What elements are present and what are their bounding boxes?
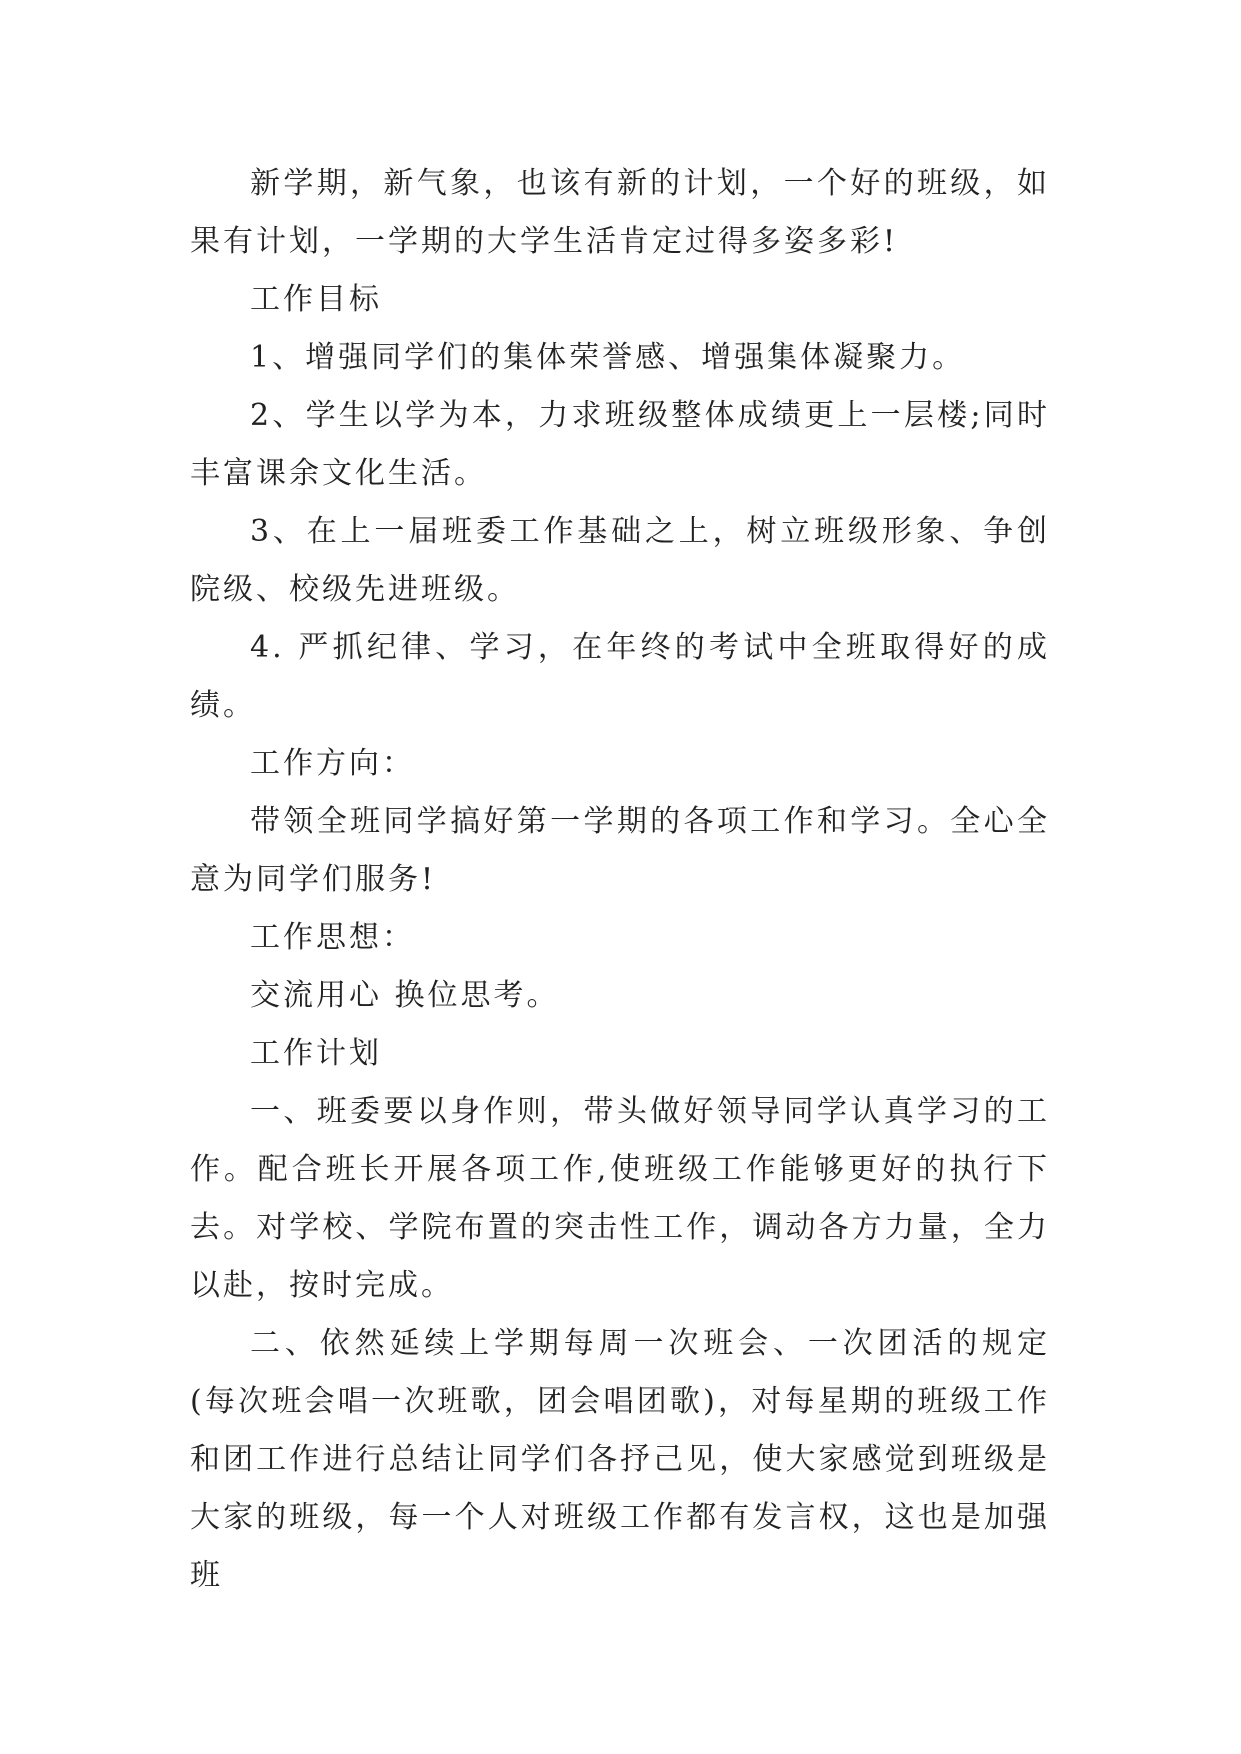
heading-work-plan: 工作计划 xyxy=(250,1036,382,1071)
paragraph-plan-1: 一、班委要以身作则，带头做好领导同学认真学习的工作。配合班长开展各项工作,使班级工作能够更好的执行下去。对学校、学院布置的突击性工作，调动各方力量，全力以赴，按时完成。 xyxy=(190,1094,1050,1303)
heading-work-goals: 工作目标 xyxy=(250,282,382,317)
paragraph-thinking: 交流用心 换位思考。 xyxy=(250,978,560,1013)
document-body xyxy=(190,155,1050,1605)
paragraph-intro: 新学期，新气象，也该有新的计划，一个好的班级，如果有计划，一学期的大学生活肯定过得多姿多彩! xyxy=(190,166,1050,259)
paragraph-plan-2: 二、依然延续上学期每周一次班会、一次团活的规定(每次班会唱一次班歌，团会唱团歌)，对每星期的班级工作和团工作进行总结让同学们各抒己见，使大家感觉到班级是大家的班级，每一个人对班级工作都有发言权，这也是加强班 xyxy=(190,1326,1050,1593)
paragraph-goal-3: 3、在上一届班委工作基础之上，树立班级形象、争创院级、校级先进班级。 xyxy=(190,514,1050,607)
paragraph-goal-1: 1、增强同学们的集体荣誉感、增强集体凝聚力。 xyxy=(250,340,966,375)
heading-work-thinking: 工作思想： xyxy=(250,920,415,955)
paragraph-direction: 带领全班同学搞好第一学期的各项工作和学习。全心全意为同学们服务! xyxy=(190,804,1050,897)
heading-work-direction: 工作方向： xyxy=(250,746,415,781)
paragraph-goal-4: 4. 严抓纪律、学习，在年终的考试中全班取得好的成绩。 xyxy=(190,630,1050,723)
paragraph-goal-2: 2、学生以学为本，力求班级整体成绩更上一层楼;同时丰富课余文化生活。 xyxy=(190,398,1050,491)
